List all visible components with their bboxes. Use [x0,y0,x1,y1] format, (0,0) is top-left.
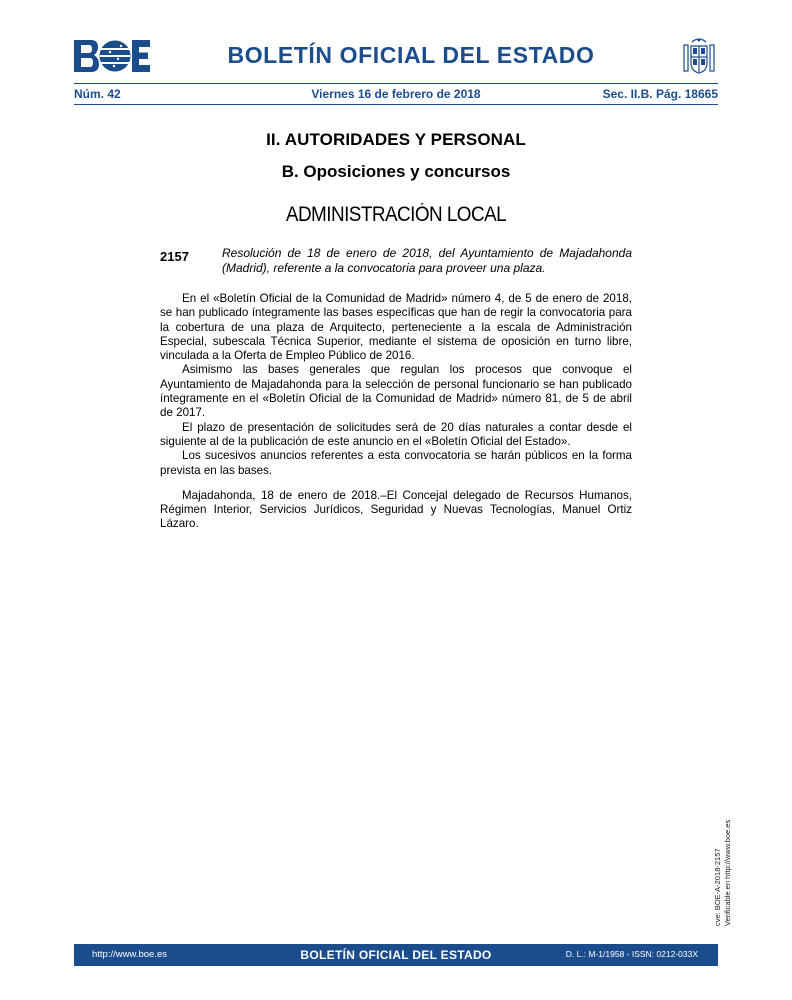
signature-paragraph: Majadahonda, 18 de enero de 2018.–El Concejal delegado de Recursos Humanos, Régimen Interior, Servicios Jurídicos, Seguridad y Nuevas Tecnologías, Manuel Ortiz Lázaro. [160,488,632,531]
body-text [160,292,632,532]
entry-summary: Resolución de 18 de enero de 2018, del Ayuntamiento de Majadahonda (Madrid), referente a la convocatoria para proveer una plaza. [222,246,632,275]
entry-number: 2157 [160,249,189,264]
footer-url-link[interactable]: http://www.boe.es [92,949,167,960]
meta-divider [74,104,718,105]
section-page: Sec. II.B. Pág. 18665 [602,87,718,101]
section-title: II. AUTORIDADES Y PERSONAL [266,130,526,149]
footer-bar [74,944,718,966]
footer-title: BOLETÍN OFICIAL DEL ESTADO [300,948,492,962]
section-subtitle: B. Oposiciones y concursos [281,162,511,181]
verification-link[interactable]: Verificable en http://www.boe.es [723,819,732,926]
header-divider [74,83,718,84]
verification-note [710,808,740,928]
issue-date: Viernes 16 de febrero de 2018 [311,87,481,101]
administration-heading: ADMINISTRACIÓN LOCAL [285,203,507,226]
boe-logo-icon [74,40,150,72]
footer-legal-deposit: D. L.: M-1/1958 - ISSN: 0212-033X [565,949,698,959]
body-paragraph: En el «Boletín Oficial de la Comunidad de Madrid» número 4, de 5 de enero de 2018, se han publicado íntegramente las bases específicas que han de regir la convocatoria para la cobertura de una plaza de Arquitecto, perteneciente a la escala de Administración Especial, subescala Técnica Superior, mediante el sistema de oposición en turno libre, vinculada a la Oferta de Empleo Público de 2016. [160,292,632,363]
cve-code: cve: BOE-A-2018-2157 [713,848,722,926]
body-paragraph: Asimismo las bases generales que regulan los procesos que convoque el Ayuntamiento de Majadahonda para la selección de personal funcionario se han publicado íntegramente en el «Boletín Oficial de la Comunidad de Madrid» número 81, de 5 de abril de 2017. [160,363,632,420]
coat-of-arms-icon [680,36,718,76]
issue-number: Núm. 42 [74,87,121,101]
body-paragraph: Los sucesivos anuncios referentes a esta convocatoria se harán públicos en la forma prevista en las bases. [160,449,632,477]
body-paragraph: El plazo de presentación de solicitudes será de 20 días naturales a contar desde el siguiente al de la publicación de este anuncio en el «Boletín Oficial del Estado». [160,420,632,448]
page-title: BOLETÍN OFICIAL DEL ESTADO [227,42,595,68]
